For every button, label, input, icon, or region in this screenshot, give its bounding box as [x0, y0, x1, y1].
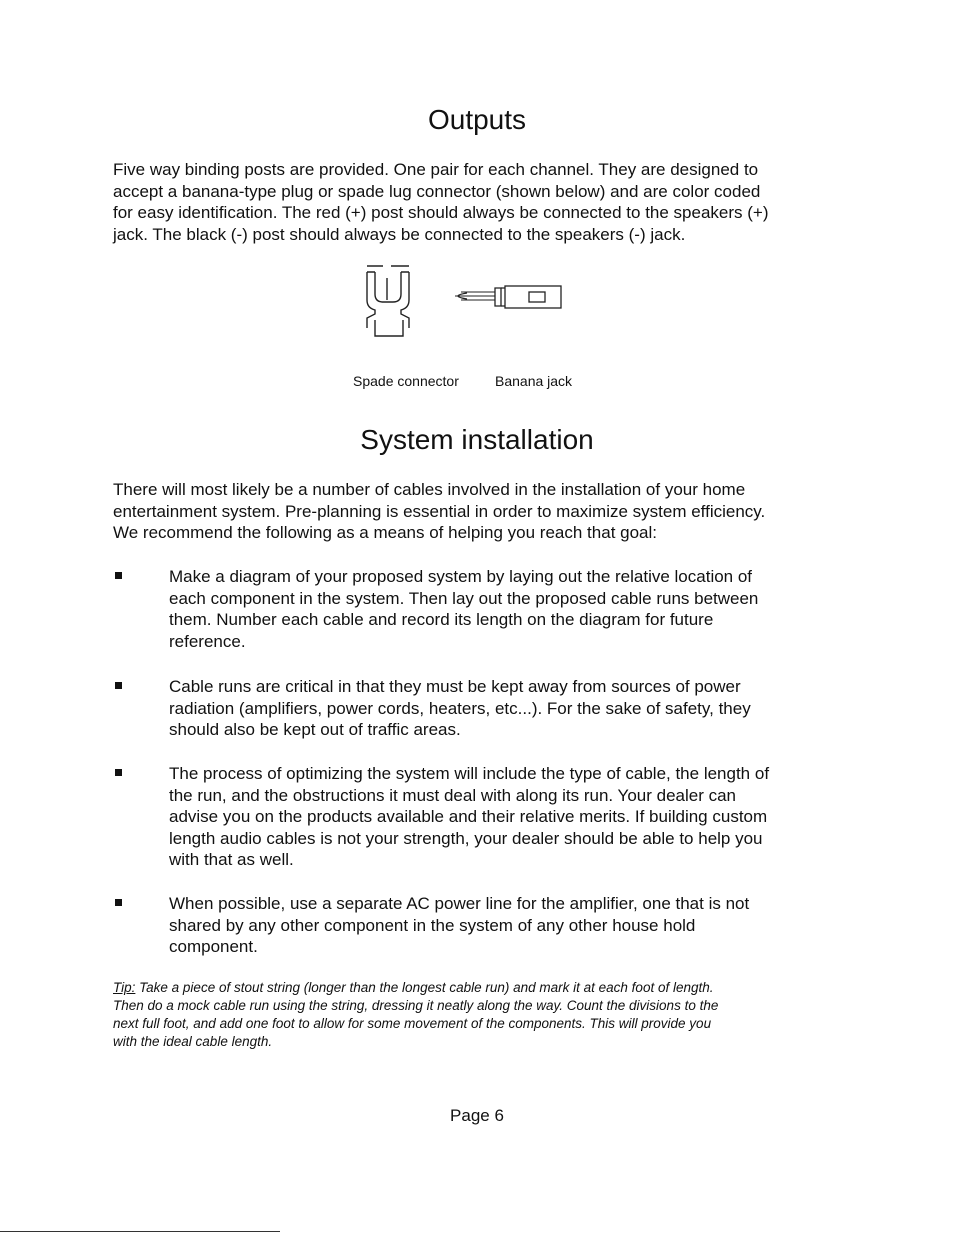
page-number: Page 6	[450, 1106, 504, 1125]
bullet-line: each component in the system. Then lay out the proposed cable runs between	[169, 588, 759, 608]
bullet-line: When possible, use a separate AC power line for the amplifier, one that is not	[169, 894, 750, 913]
banana-jack-caption: Banana jack	[495, 373, 573, 389]
intro-line: entertainment system. Pre-planning is essential in order to maximize system efficiency.	[113, 501, 766, 521]
bullet-line: reference.	[169, 631, 246, 651]
outputs-line: accept a banana-type plug or spade lug connector (shown below) and are color coded	[113, 181, 761, 201]
intro-line: We recommend the following as a means of helping you reach that goal:	[113, 523, 657, 542]
system-installation-heading: System installation	[360, 424, 594, 455]
connector-figure	[355, 262, 575, 342]
banana-jack-icon	[455, 286, 561, 308]
outputs-line: jack. The black (-) post should always be connected to the speakers (-) jack.	[113, 224, 686, 244]
bullet-line: length audio cables is not your strength, your dealer should be able to help you	[169, 828, 763, 848]
bullet-line: component.	[169, 937, 258, 956]
bullet-line: Make a diagram of your proposed system by laying out the relative location of	[169, 567, 753, 586]
bullet-line: the run, and the obstructions it must deal with along its run. Your dealer can	[169, 785, 737, 805]
installation-intro	[113, 479, 853, 544]
bullet-line: The process of optimizing the system will include the type of cable, the length of	[169, 764, 770, 783]
tip-line: Take a piece of stout string (longer than the longest cable run) and mark it at each foot of length.	[135, 980, 714, 995]
bullet-square-icon	[115, 572, 122, 579]
bullet-line: them. Number each cable and record its length on the diagram for future	[169, 610, 714, 629]
tip-line: with the ideal cable length.	[113, 1034, 273, 1049]
tip-label: Tip:	[113, 980, 136, 995]
spade-connector-icon	[367, 266, 409, 336]
outputs-heading: Outputs	[427, 104, 527, 135]
bullet-text	[169, 676, 841, 741]
tip-line: Then do a mock cable run using the string, dressing it neatly along the way. Count the divisions to the	[113, 998, 719, 1013]
bullet-line: advise you on the products available and their relative merits. If building custom	[169, 807, 768, 826]
bullet-line: shared by any other component in the system of any other house hold	[169, 915, 696, 935]
bullet-line: radiation (amplifiers, power cords, heaters, etc...). For the sake of safety, they	[169, 698, 751, 718]
bullet-square-icon	[115, 769, 122, 776]
outputs-line: for easy identification. The red (+) post should always be connected to the speakers (+)	[113, 203, 769, 222]
bullet-line: with that as well.	[169, 850, 294, 869]
bullet-square-icon	[115, 899, 122, 906]
bullet-line: Cable runs are critical in that they must be kept away from sources of power	[169, 677, 741, 696]
bullet-square-icon	[115, 682, 122, 689]
bullet-text	[169, 566, 841, 652]
tip-note	[113, 979, 841, 1051]
bullet-text	[169, 893, 841, 958]
bullet-line: should also be kept out of traffic areas.	[169, 720, 461, 739]
outputs-paragraph	[113, 159, 853, 245]
bullet-text	[169, 763, 841, 871]
intro-line: There will most likely be a number of cables involved in the installation of your home	[113, 480, 746, 499]
bottom-rule	[0, 1231, 280, 1232]
connector-diagram	[355, 262, 575, 342]
outputs-line: Five way binding posts are provided. One pair for each channel. They are designed to	[113, 160, 759, 179]
tip-line: next full foot, and add one foot to allow for some movement of the components. This will provide you	[113, 1016, 712, 1031]
spade-connector-caption: Spade connector	[353, 373, 459, 389]
